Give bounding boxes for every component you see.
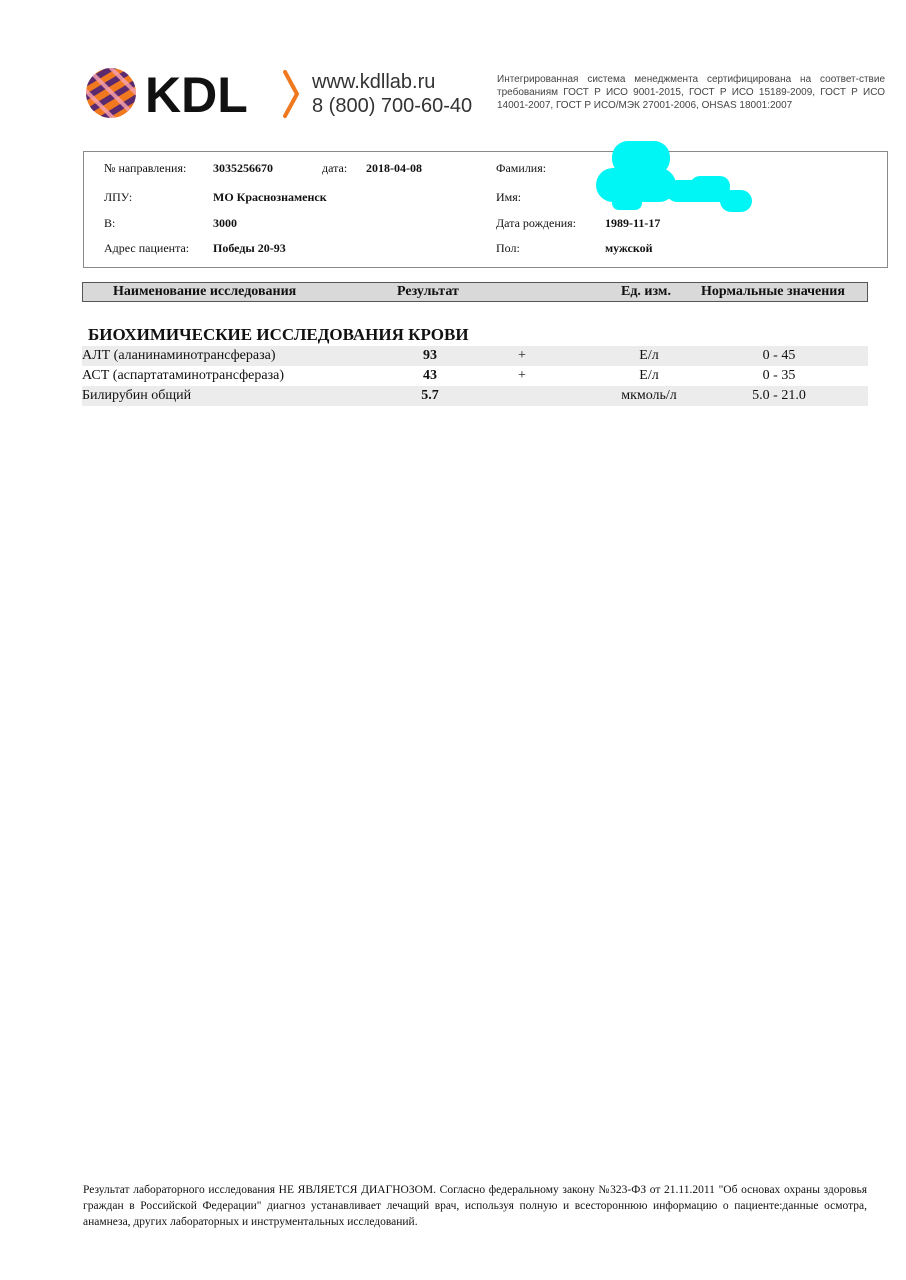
- date-value: 2018-04-08: [366, 161, 422, 175]
- address-label: Адрес пациента:: [104, 241, 190, 255]
- lpu-value: МО Краснознаменск: [213, 190, 327, 204]
- column-norm-header: Нормальные значения: [701, 284, 845, 299]
- test-norm: 5.0 - 21.0: [752, 388, 806, 403]
- test-result: 43: [423, 368, 437, 383]
- column-unit-header: Ед. изм.: [621, 284, 671, 299]
- test-unit: мкмоль/л: [621, 388, 677, 403]
- test-result: 93: [423, 348, 437, 363]
- date-label: дата:: [322, 161, 348, 175]
- referral-label: № направления:: [104, 161, 187, 175]
- test-unit: Е/л: [639, 368, 659, 383]
- results-table-header: [82, 282, 868, 302]
- test-name: АСТ (аспартатаминотрансфераза): [82, 368, 285, 383]
- sex-value: мужской: [605, 241, 653, 255]
- svg-text:KDL: KDL: [145, 67, 248, 122]
- birth-value: 1989-11-17: [605, 216, 661, 230]
- test-unit: Е/л: [639, 348, 659, 363]
- section-title: БИОХИМИЧЕСКИЕ ИССЛЕДОВАНИЯ КРОВИ: [88, 325, 469, 344]
- sex-label: Пол:: [496, 241, 520, 255]
- test-norm: 0 - 35: [762, 368, 796, 383]
- test-name: Билирубин общий: [82, 388, 192, 403]
- referral-value: 3035256670: [213, 161, 273, 175]
- address-value: Победы 20-93: [213, 241, 286, 255]
- v-value: 3000: [213, 216, 237, 230]
- lpu-label: ЛПУ:: [104, 190, 133, 204]
- table-row: [82, 386, 868, 406]
- patient-info-box: [83, 151, 888, 268]
- abnormal-flag: +: [518, 348, 526, 363]
- certification-text: Интегрированная система менеджмента сертифицирована на соответ-ствие требованиям ГОСТ Р ИСО 9001-2015, ГОСТ Р ИСО 15189-2009, ГОСТ Р ИСО 14001-2007, ГОСТ Р ИСО/МЭК 27001-2006, OHSAS 18001:2007: [497, 74, 885, 111]
- test-result: 5.7: [421, 388, 439, 403]
- v-label: В:: [104, 216, 116, 230]
- redaction-mark: [612, 196, 642, 210]
- name-label: Имя:: [496, 190, 522, 204]
- redaction-mark: [720, 190, 752, 212]
- test-name: АЛТ (аланинаминотрансфераза): [82, 348, 276, 363]
- kdl-logo: [85, 66, 300, 122]
- table-row: [82, 346, 868, 366]
- website-link[interactable]: www.kdllab.ru: [312, 71, 436, 93]
- abnormal-flag: +: [518, 368, 526, 383]
- birth-label: Дата рождения:: [496, 216, 577, 230]
- table-row: [82, 366, 868, 386]
- column-result-header: Результат: [397, 284, 459, 299]
- disclaimer-text: Результат лабораторного исследования НЕ ЯВЛЯЕТСЯ ДИАГНОЗОМ. Согласно федеральному закону №323-ФЗ от 21.11.2011 "Об основах охраны здоровья граждан в Российской Федерации" диагноз устанавливает лечащий врач, используя полную и всестороннюю информацию о пациенте:данные осмотра, анамнеза, других лабораторных и инструментальных исследований.: [83, 1184, 867, 1228]
- column-name-header: Наименование исследования: [113, 284, 297, 299]
- phone-number[interactable]: 8 (800) 700-60-40: [312, 95, 473, 117]
- test-norm: 0 - 45: [762, 348, 796, 363]
- surname-label: Фамилия:: [496, 161, 547, 175]
